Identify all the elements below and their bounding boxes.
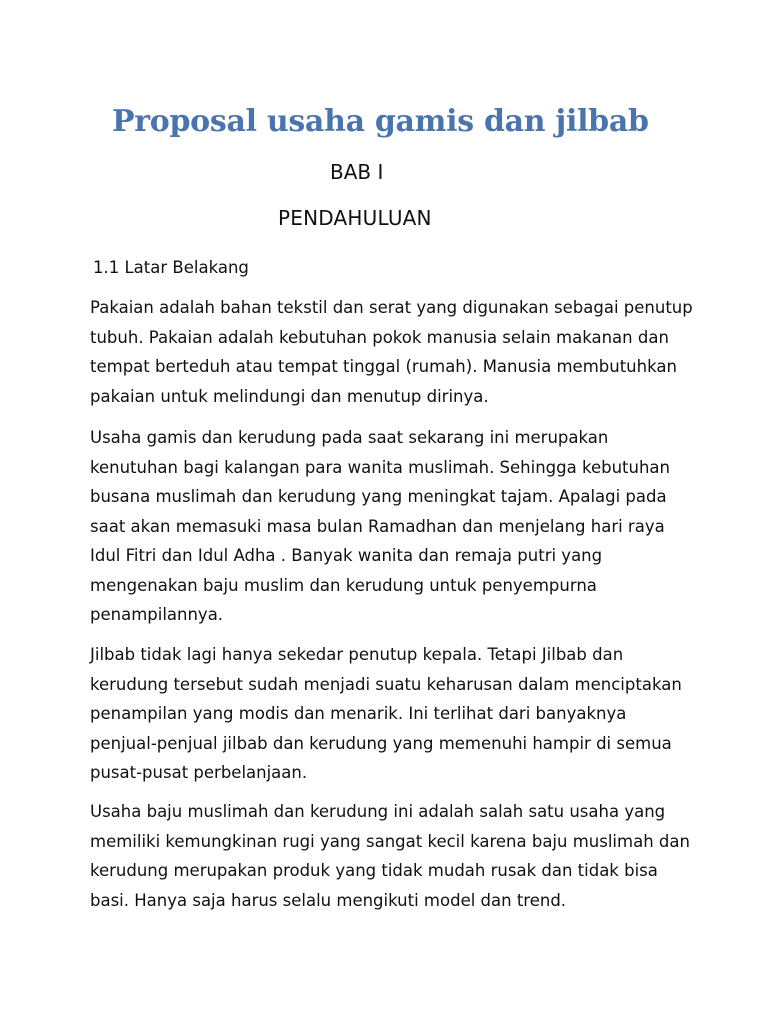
paragraph-line: Jilbab tidak lagi hanya sekedar penutup kepala. Tetapi Jilbab dan xyxy=(90,645,624,664)
paragraph-line: kerudung tersebut sudah menjadi suatu keharusan dalam menciptakan xyxy=(90,674,682,694)
paragraph-line: kenutuhan bagi kalangan para wanita muslimah. Sehingga kebutuhan xyxy=(90,457,670,477)
paragraph-4 xyxy=(90,797,690,915)
section-heading: 1.1 Latar Belakang xyxy=(93,258,249,277)
paragraph-line: mengenakan baju muslim dan kerudung untuk penyempurna xyxy=(90,575,597,595)
paragraph-line: pakaian untuk melindungi dan menutup dirinya. xyxy=(90,386,489,406)
paragraph-line: tempat berteduh atau tempat tinggal (rumah). Manusia membutuhkan xyxy=(90,357,677,376)
chapter-title: PENDAHULUAN xyxy=(278,206,432,230)
paragraph-1 xyxy=(90,293,693,411)
paragraph-line: kerudung merupakan produk yang tidak mudah rusak dan tidak bisa xyxy=(90,861,658,880)
paragraph-line: penjual-penjual jilbab dan kerudung yang memenuhi hampir di semua xyxy=(90,733,672,753)
paragraph-line: busana muslimah dan kerudung yang meningkat tajam. Apalagi pada xyxy=(90,487,667,506)
paragraph-line: Pakaian adalah bahan tekstil dan serat yang digunakan sebagai penutup xyxy=(90,298,693,317)
paragraph-line: basi. Hanya saja harus selalu mengikuti model dan trend. xyxy=(90,890,567,910)
document-title: Proposal usaha gamis dan jilbab xyxy=(112,104,649,139)
paragraph-line: pusat-pusat perbelanjaan. xyxy=(90,763,308,782)
paragraph-line: memiliki kemungkinan rugi yang sangat kecil karena baju muslimah dan xyxy=(90,831,690,851)
paragraph-line: tubuh. Pakaian adalah kebutuhan pokok manusia selain makanan dan xyxy=(90,327,669,347)
paragraph-line: Idul Fitri dan Idul Adha . Banyak wanita dan remaja putri yang xyxy=(90,546,603,565)
paragraph-line: Usaha gamis dan kerudung pada saat sekarang ini merupakan xyxy=(90,428,609,447)
paragraph-2 xyxy=(90,423,690,630)
paragraph-line: penampilannya. xyxy=(90,605,224,624)
paragraph-line: penampilan yang modis dan menarik. Ini terlihat dari banyaknya xyxy=(90,704,627,723)
paragraph-line: Usaha baju muslimah dan kerudung ini adalah salah satu usaha yang xyxy=(90,802,666,821)
chapter-number: BAB I xyxy=(330,160,384,184)
paragraph-line: saat akan memasuki masa bulan Ramadhan dan menjelang hari raya xyxy=(90,516,665,536)
paragraph-3 xyxy=(90,640,690,788)
